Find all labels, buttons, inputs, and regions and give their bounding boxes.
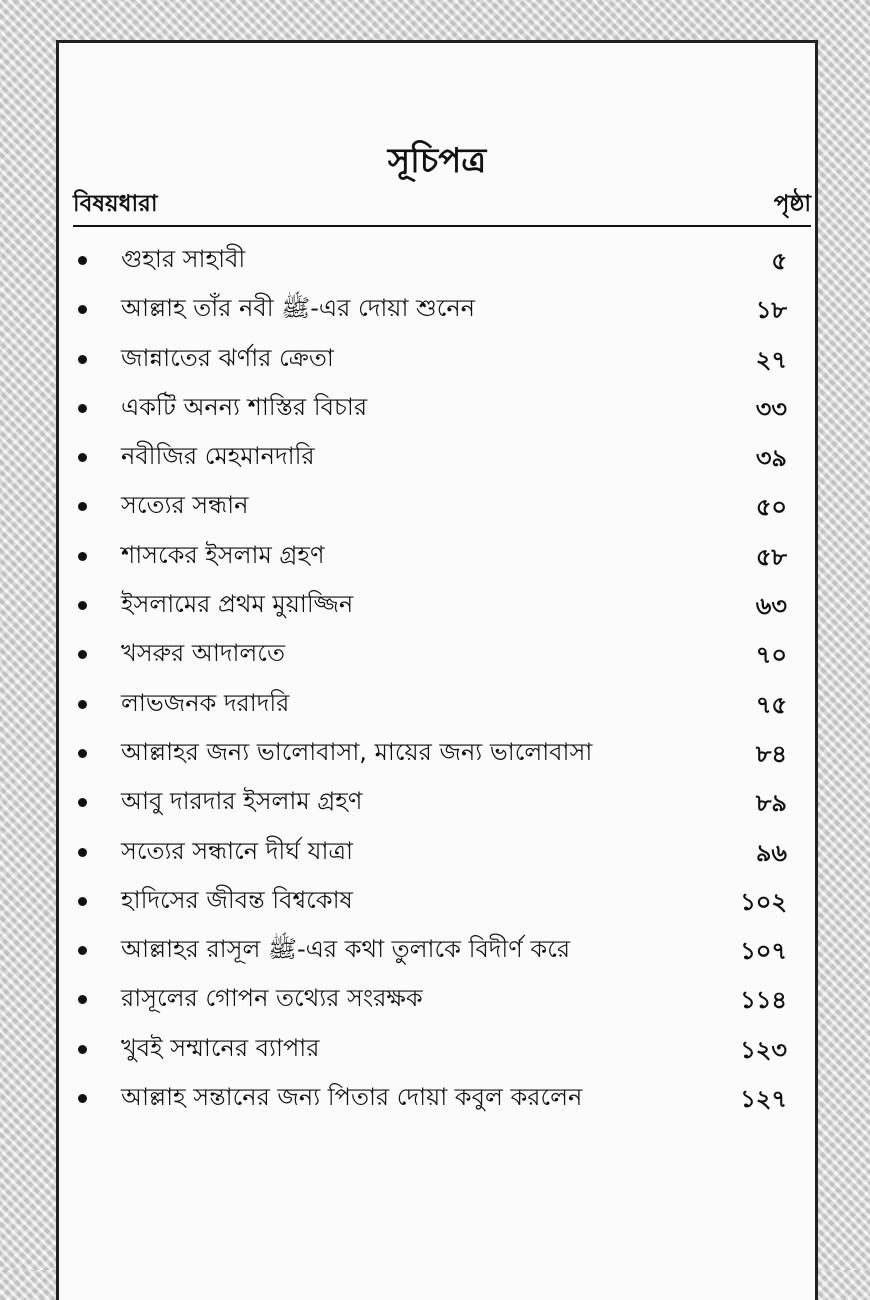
toc-entry-title: রাসূলের গোপন তথ্যের সংরক্ষক [121,984,423,1013]
subject-column-header: বিষয়ধারা [73,191,158,217]
bullet-icon [78,946,87,955]
toc-entry-page: ৭৫ [755,690,787,719]
toc-entry[interactable] [59,334,815,383]
toc-entry-title: শাসকের ইসলাম গ্রহণ [121,540,325,569]
toc-entry-title: ইসলামের প্রথম মুয়াজ্জিন [121,590,354,619]
toc-entry-page: ১১৪ [740,986,787,1015]
toc-entry-page: ৩৯ [755,444,787,473]
toc-entry[interactable] [59,777,815,826]
bullet-icon [78,601,87,610]
toc-entry[interactable] [59,235,815,284]
toc-entry-title: গুহার সাহাবী [121,245,246,273]
header-divider [73,225,811,227]
bullet-icon [78,355,87,364]
toc-entry-page: ১৮ [755,296,787,325]
bullet-icon [78,749,87,758]
toc-entry-title: নবীজির মেহমানদারি [121,442,315,471]
bullet-icon [78,502,87,511]
toc-entry-page: ১২৩ [740,1035,787,1064]
toc-entry[interactable] [59,679,815,728]
bullet-icon [78,1094,87,1103]
toc-entry-page: ১০২ [740,887,787,916]
toc-entry-title: একটি অনন্য শাস্তির বিচার [121,392,368,421]
toc-entry-title: আল্লাহ তাঁর নবী ﷺ-এর দোয়া শুনেন [121,294,475,323]
toc-entry-title: আল্লাহ সন্তানের জন্য পিতার দোয়া কবুল করলেন [121,1083,583,1112]
bullet-icon [78,552,87,561]
toc-entry-page: ৬৩ [755,592,787,621]
toc-entry[interactable] [59,580,815,629]
bullet-icon [78,256,87,265]
toc-entry[interactable] [59,432,815,481]
toc-entry-title: খসরুর আদালতে [121,639,285,668]
toc-entry[interactable] [59,974,815,1023]
toc-entry[interactable] [59,728,815,777]
toc-entry-title: জান্নাতের ঝর্ণার ক্রেতা [121,343,334,372]
toc-entry-page: ২৭ [755,345,787,374]
bullet-icon [78,995,87,1004]
toc-entry-page: ৫ [771,247,787,275]
toc-entry[interactable] [59,1024,815,1073]
bullet-icon [78,897,87,906]
page-column-header: পৃষ্ঠা [773,191,811,217]
toc-entry-page: ৫৮ [755,542,787,571]
toc-entry-page: ৮৪ [755,739,787,768]
toc-entry-title: সত্যের সন্ধান [121,491,249,520]
bullet-icon [78,305,87,314]
bullet-icon [78,798,87,807]
toc-entry[interactable] [59,1073,815,1122]
toc-entry-title: আল্লাহর জন্য ভালোবাসা, মায়ের জন্য ভালোবাসা [121,737,593,766]
toc-entry-title: খুবই সম্মানের ব্যাপার [121,1033,320,1062]
bullet-icon [78,700,87,709]
toc-entry-page: ৫০ [755,493,787,522]
toc-entry-title: আবু দারদার ইসলাম গ্রহণ [121,787,363,816]
toc-entry[interactable] [59,481,815,530]
toc-entry[interactable] [59,383,815,432]
book-page [56,40,818,1300]
bullet-icon [78,650,87,659]
toc-entry-page: ৮৯ [755,789,787,818]
bullet-icon [78,453,87,462]
bullet-icon [78,404,87,413]
toc-entry-title: লাভজনক দরাদরি [121,688,290,717]
toc-entry[interactable] [59,531,815,580]
toc-entry[interactable] [59,284,815,333]
toc-entry[interactable] [59,925,815,974]
toc-entry-title: সত্যের সন্ধানে দীর্ঘ যাত্রা [121,836,354,865]
toc-list [59,235,815,1122]
toc-entry-title: আল্লাহর রাসূল ﷺ-এর কথা তুলাকে বিদীর্ণ করে [121,935,571,964]
toc-entry[interactable] [59,876,815,925]
toc-entry-page: ৯৬ [755,838,787,867]
page-title: সূচিপত্র [387,141,487,181]
toc-entry[interactable] [59,629,815,678]
toc-entry-page: ৭০ [755,641,787,670]
toc-entry-page: ৩৩ [755,394,787,423]
toc-entry-page: ১২৭ [740,1085,787,1114]
toc-entry[interactable] [59,827,815,876]
bullet-icon [78,848,87,857]
toc-entry-title: হাদিসের জীবন্ত বিশ্বকোষ [121,885,353,914]
bullet-icon [78,1045,87,1054]
toc-entry-page: ১০৭ [740,937,787,966]
